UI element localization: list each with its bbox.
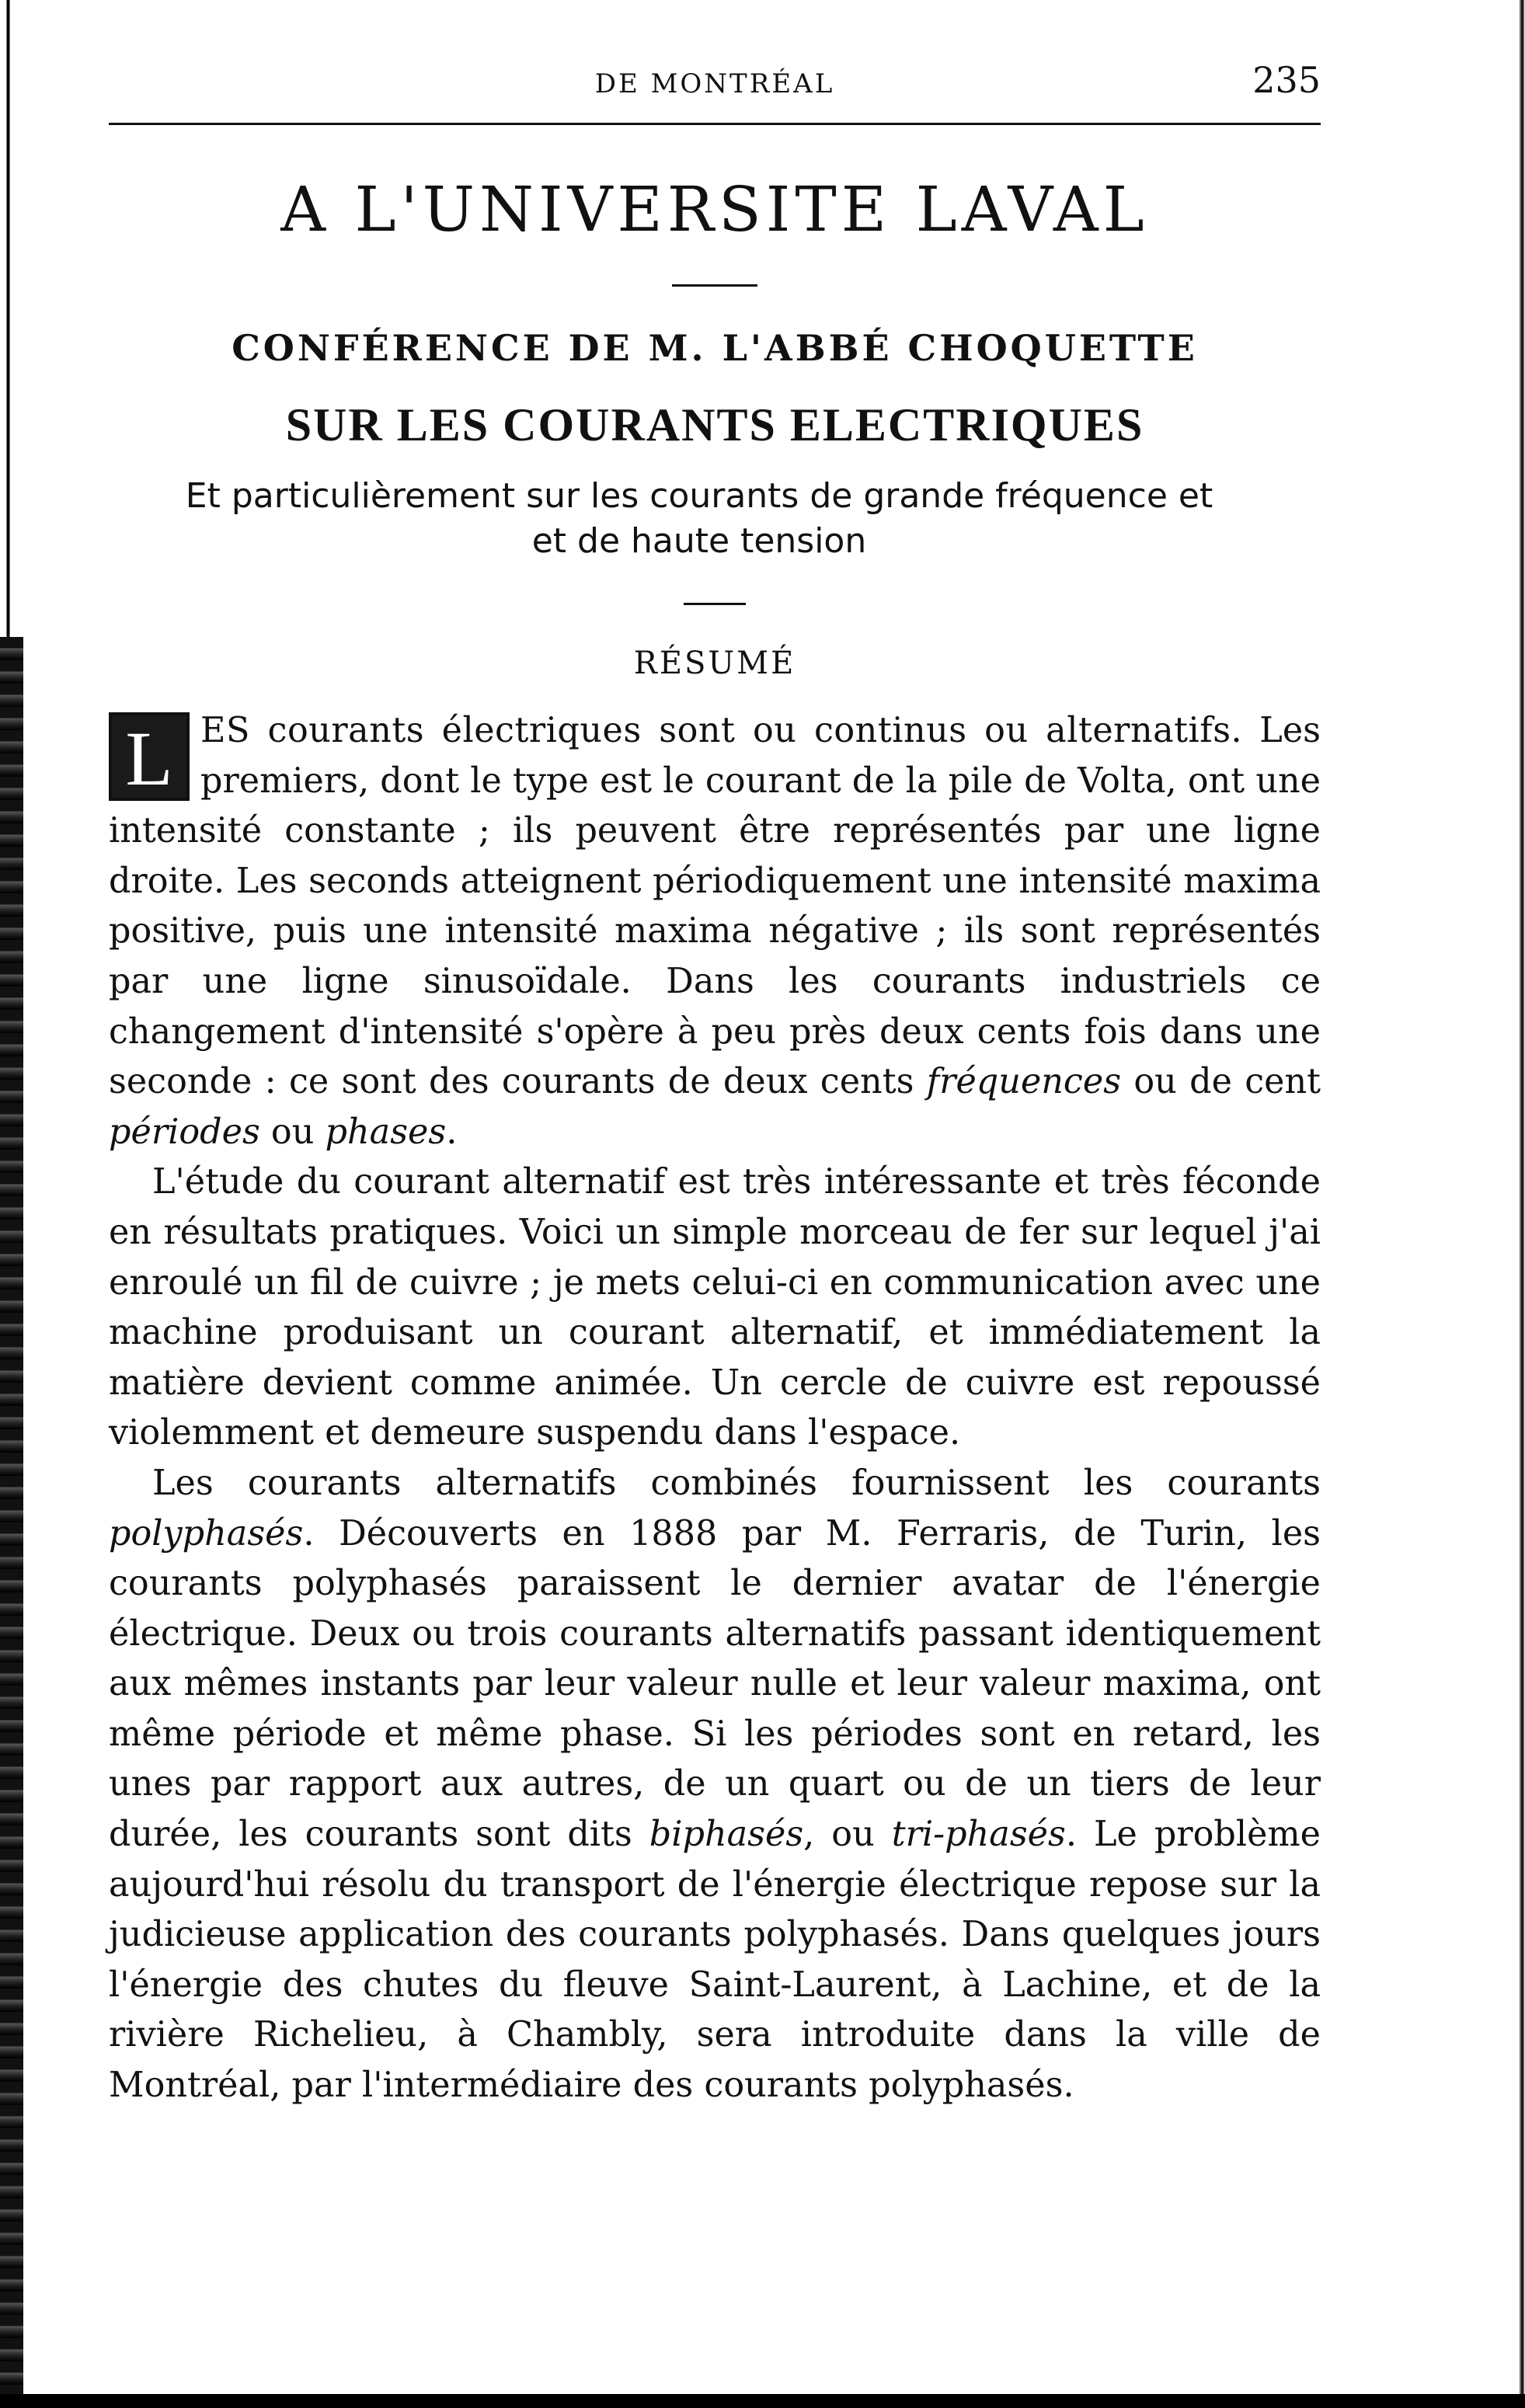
- paragraph-1-opening: ES courants électriques sont ou continus ou alternatifs.: [200, 711, 1243, 750]
- article-title: A L'UNIVERSITE LAVAL: [280, 173, 1149, 245]
- subtitle-line-2: et de haute tension: [531, 521, 867, 561]
- scan-right-edge: [1519, 0, 1525, 2408]
- running-header: [109, 54, 1321, 101]
- paragraph-3-text-c: , ou: [803, 1815, 892, 1855]
- italic-term-frequences: fréquences: [926, 1062, 1122, 1102]
- paragraph-2: L'étude du courant alternatif est très intéressante et très féconde en résultats pratiques. Voici un simple morceau de fer sur lequel j'ai enroulé un fil de cuivre ; je mets celui-ci en communication avec une machine produisant un courant alternatif, et immédiatement la matière devient comme animée. Un cercle de cuivre est repoussé violemment et demeure suspendu dans l'espace.: [109, 1162, 1321, 1453]
- subtitle: [78, 474, 1321, 564]
- paragraph-3-text-d: . Le problème aujourd'hui résolu du transport de l'énergie électrique repose sur la judicieuse application des courants polyphasés. Dans quelques jours l'énergie des chutes du fleuve Saint-Laurent, à Lachine, et de la rivière Richelieu, à Chambly, sera introduite dans la ville de Montréal, par l'intermédiaire des courants polyphasés.: [109, 1815, 1321, 2106]
- paragraph-1-text-c: ou: [259, 1112, 326, 1152]
- italic-term-polyphases: polyphasés: [109, 1513, 304, 1554]
- subtitle-line-1: Et particulièrement sur les courants de grande fréquence et: [185, 476, 1213, 516]
- book-page: [109, 54, 1321, 2111]
- paragraph-1: [109, 706, 1321, 1157]
- paragraph-1-text-b: ou de cent: [1121, 1062, 1321, 1102]
- italic-term-triphases: tri-phasés: [891, 1815, 1066, 1855]
- conference-heading: CONFÉRENCE DE M. L'ABBÉ CHOQUETTE: [232, 327, 1198, 369]
- scan-bottom-edge: [0, 2394, 1525, 2408]
- article-body: [109, 706, 1321, 2111]
- paragraph-1-text-d: .: [446, 1112, 458, 1152]
- subject-heading: SUR LES COURANTS ELECTRIQUES: [285, 399, 1144, 451]
- header-rule: [109, 123, 1321, 125]
- running-title: DE MONTRÉAL: [594, 68, 835, 99]
- paragraph-1-text-a: Les premiers, dont le type est le courant de la pile de Volta, ont une intensité constante ; ils peuvent être représentés par une ligne droite. Les seconds atteignent périodiquement une intensité maxima positive, puis une intensité maxima négative ; ils sont représentés par une ligne sinusoïdale. Dans les courants industriels ce changement d'intensité s'opère à peu près deux cents fois dans une seconde : ce sont des courants de deux cents: [109, 711, 1321, 1102]
- resume-divider: [684, 603, 746, 605]
- italic-term-phases: phases: [325, 1112, 447, 1152]
- paragraph-3-text-b: . Découverts en 1888 par M. Ferraris, de Turin, les courants polyphasés paraissent le dernier avatar de l'énergie électrique. Deux ou trois courants alternatifs passant identiquement aux mêmes instants par leur valeur nulle et leur valeur maxima, ont même période et même phase. Si les périodes sont en retard, les unes par rapport aux autres, de un quart ou de un tiers de leur durée, les courants sont dits: [109, 1513, 1321, 1855]
- page-number: 235: [1252, 59, 1321, 101]
- italic-term-periodes: périodes: [109, 1112, 260, 1152]
- title-divider: [672, 284, 757, 287]
- drop-cap: L: [109, 712, 190, 801]
- italic-term-biphases: biphasés: [649, 1815, 804, 1855]
- paragraph-3-text-a: Les courants alternatifs combinés fournissent les courants: [152, 1463, 1321, 1503]
- resume-label: RÉSUMÉ: [633, 645, 796, 681]
- scan-spine-shadow: [0, 637, 23, 2408]
- paragraph-3: [109, 1459, 1321, 2111]
